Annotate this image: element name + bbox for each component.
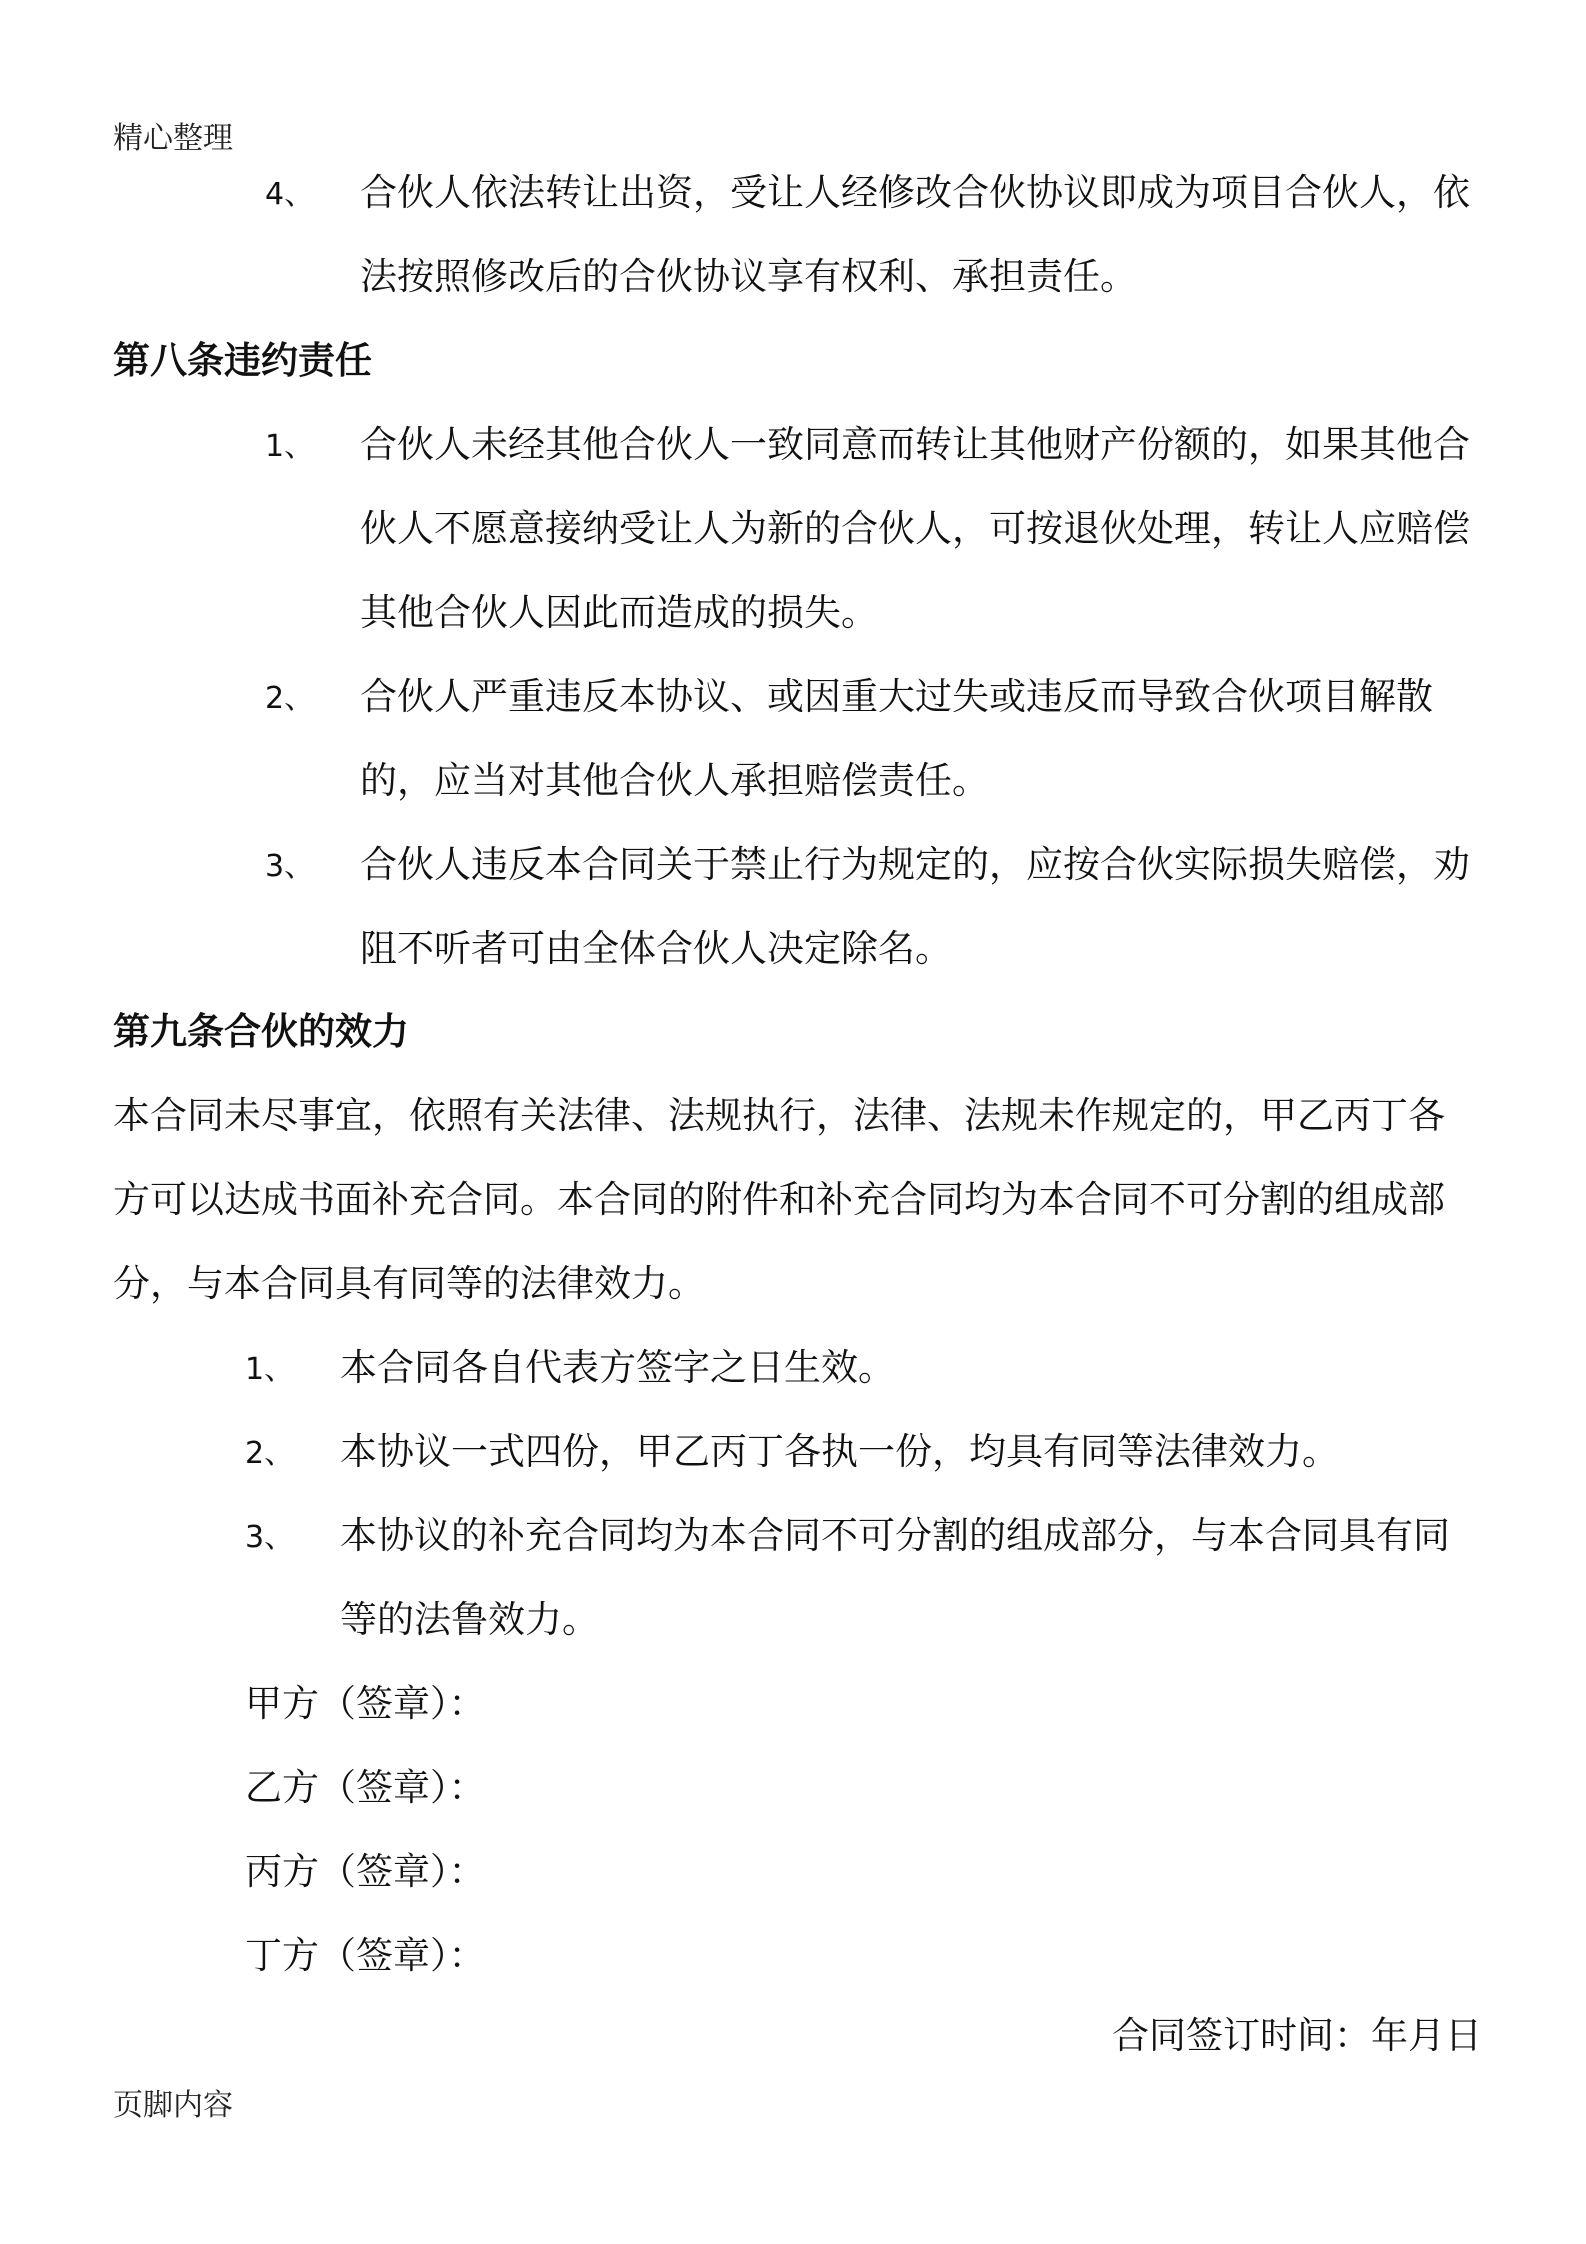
article-8-item-3-line-1: 合伙人违反本合同关于禁止行为规定的，应按合伙实际损失赔偿，劝 xyxy=(360,843,1470,886)
article-9-heading: 第九条合伙的效力 xyxy=(113,1010,409,1053)
article-9-item-1-number: 1、 xyxy=(245,1352,295,1387)
article-9-paragraph-line-3: 分，与本合同具有同等的法律效力。 xyxy=(113,1262,705,1305)
article-8-item-2-line-2: 的，应当对其他合伙人承担赔偿责任。 xyxy=(360,759,989,802)
article-9-item-2-line-1: 本协议一式四份，甲乙丙丁各执一份，均具有同等法律效力。 xyxy=(340,1430,1339,1473)
article-8-item-2-number: 2、 xyxy=(265,681,315,716)
article-9-paragraph-line-1: 本合同未尽事宜，依照有关法律、法规执行，法律、法规未作规定的，甲乙丙丁各 xyxy=(113,1094,1445,1137)
item-4-number: 4、 xyxy=(265,177,315,212)
article-8-item-3-number: 3、 xyxy=(265,849,315,884)
article-8-item-1-number: 1、 xyxy=(265,429,315,464)
article-8-item-2-line-1: 合伙人严重违反本协议、或因重大过失或违反而导致合伙项目解散 xyxy=(360,675,1433,718)
article-9-item-3-number: 3、 xyxy=(245,1520,295,1555)
signature-party-c: 丙方（签章）： xyxy=(245,1850,486,1893)
signature-party-a: 甲方（签章）： xyxy=(245,1682,486,1725)
item-4-line-1: 合伙人依法转让出资，受让人经修改合伙协议即成为项目合伙人，依 xyxy=(360,171,1470,214)
contract-sign-date: 合同签订时间：年月日 xyxy=(1112,2014,1482,2057)
item-4-line-2: 法按照修改后的合伙协议享有权利、承担责任。 xyxy=(360,255,1137,298)
article-9-item-3-line-1: 本协议的补充合同均为本合同不可分割的组成部分，与本合同具有同 xyxy=(340,1514,1450,1557)
signature-party-d: 丁方（签章）： xyxy=(245,1934,486,1977)
article-9-paragraph-line-2: 方可以达成书面补充合同。本合同的附件和补充合同均为本合同不可分割的组成部 xyxy=(113,1178,1445,1221)
article-8-heading: 第八条违约责任 xyxy=(113,339,372,382)
article-9-item-3-line-2: 等的法鲁效力。 xyxy=(340,1598,599,1641)
article-9-item-2-number: 2、 xyxy=(245,1436,295,1471)
page-header: 精心整理 xyxy=(113,121,233,156)
page-footer: 页脚内容 xyxy=(113,2088,233,2123)
article-8-item-3-line-2: 阻不听者可由全体合伙人决定除名。 xyxy=(360,927,952,970)
article-8-item-1-line-1: 合伙人未经其他合伙人一致同意而转让其他财产份额的，如果其他合 xyxy=(360,423,1470,466)
article-8-item-1-line-3: 其他合伙人因此而造成的损失。 xyxy=(360,591,878,634)
article-9-item-1-line-1: 本合同各自代表方签字之日生效。 xyxy=(340,1346,895,1389)
article-8-item-1-line-2: 伙人不愿意接纳受让人为新的合伙人，可按退伙处理，转让人应赔偿 xyxy=(360,507,1470,550)
signature-party-b: 乙方（签章）： xyxy=(245,1766,486,1809)
